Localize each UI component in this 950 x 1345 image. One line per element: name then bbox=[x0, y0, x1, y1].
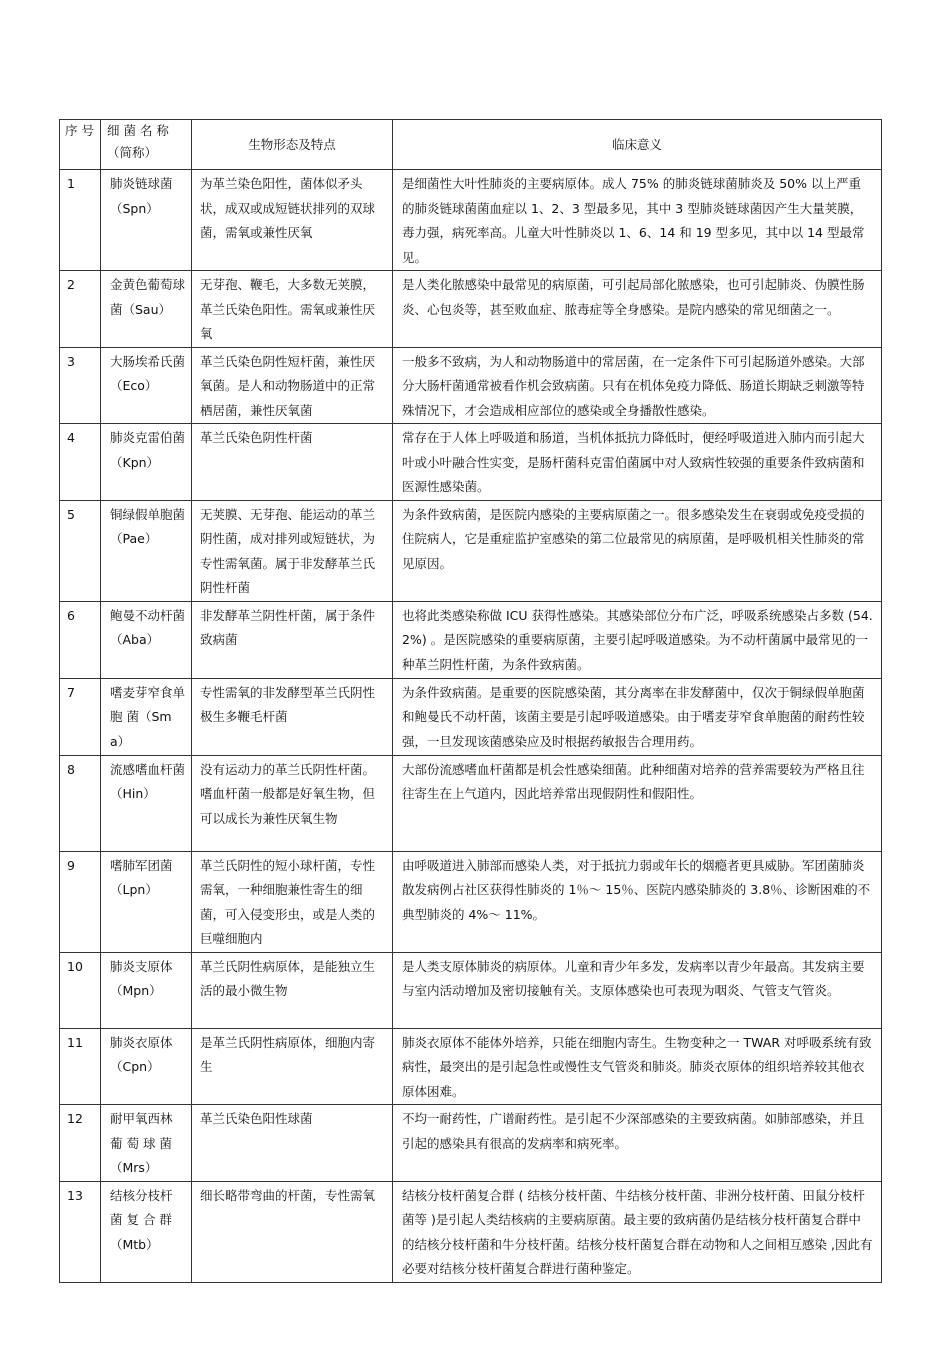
clinical-significance: 是细菌性大叶性肺炎的主要病原体。成人 75% 的肺炎链球菌肺炎及 50% 以上严重的肺炎链球菌菌血症以 1、2、3 型最多见，其中 3 型肺炎链球菌因产生大量荚膜，毒力强，病死率高。儿童大叶性肺炎以 1、6、14 和 19 型多见，其中以 14 型最常见。 bbox=[393, 170, 882, 271]
bacteria-table bbox=[59, 119, 882, 1283]
table-row bbox=[60, 1181, 882, 1282]
bacteria-name: 肺炎链球菌（Spn） bbox=[101, 170, 192, 271]
row-index: 2 bbox=[60, 271, 101, 348]
row-index: 12 bbox=[60, 1105, 101, 1182]
row-index: 8 bbox=[60, 755, 101, 851]
morphology-text: 革兰氏阴性病原体，是能独立生活的最小微生物 bbox=[192, 952, 393, 1028]
row-index: 13 bbox=[60, 1181, 101, 1282]
clinical-significance: 是人类化脓感染中最常见的病原菌，可引起局部化脓感染，也可引起肺炎、伪膜性肠炎、心包炎等，甚至败血症、脓毒症等全身感染。是院内感染的常见细菌之一。 bbox=[393, 271, 882, 348]
table-row bbox=[60, 271, 882, 348]
header-index: 序 号 bbox=[60, 120, 101, 170]
bacteria-name: 嗜麦芽窄食单 胞 菌（Sma） bbox=[101, 678, 192, 755]
table-row bbox=[60, 755, 882, 851]
clinical-significance: 不均一耐药性，广谱耐药性。是引起不少深部感染的主要致病菌。如肺部感染，并且引起的感染具有很高的发病率和病死率。 bbox=[393, 1105, 882, 1182]
table-row bbox=[60, 500, 882, 601]
row-index: 3 bbox=[60, 347, 101, 424]
clinical-significance: 为条件致病菌。是重要的医院感染菌，其分离率在非发酵菌中，仅次于铜绿假单胞菌和鲍曼氏不动杆菌，该菌主要是引起呼吸道感染。由于嗜麦芽窄食单胞菌的耐药性较强，一旦发现该菌感染应及时根据药敏报告合理用药。 bbox=[393, 678, 882, 755]
clinical-significance: 肺炎衣原体不能体外培养，只能在细胞内寄生。生物变种之一 TWAR 对呼吸系统有致病性，最突出的是引起急性或慢性支气管炎和肺炎。肺炎衣原体的组织培养较其他衣原体困难。 bbox=[393, 1028, 882, 1105]
row-index: 1 bbox=[60, 170, 101, 271]
header-morphology: 生物形态及特点 bbox=[192, 120, 393, 170]
table-row bbox=[60, 851, 882, 952]
header-name: 细 菌 名 称 （简称） bbox=[101, 120, 192, 170]
morphology-text: 非发酵革兰阴性杆菌，属于条件致病菌 bbox=[192, 601, 393, 678]
bacteria-name: 肺炎克雷伯菌（Kpn） bbox=[101, 424, 192, 501]
row-index: 7 bbox=[60, 678, 101, 755]
morphology-text: 没有运动力的革兰氏阴性杆菌。嗜血杆菌一般都是好氧生物，但可以成长为兼性厌氧生物 bbox=[192, 755, 393, 851]
morphology-text: 为革兰染色阳性，菌体似矛头状，成双或成短链状排列的双球菌，需氧或兼性厌氧 bbox=[192, 170, 393, 271]
bacteria-name: 嗜肺军团菌（Lpn） bbox=[101, 851, 192, 952]
clinical-significance: 常存在于人体上呼吸道和肠道，当机体抵抗力降低时，便经呼吸道进入肺内而引起大叶或小叶融合性实变，是肠杆菌科克雷伯菌属中对人致病性较强的重要条件致病菌和医源性感染菌。 bbox=[393, 424, 882, 501]
clinical-significance: 一般多不致病，为人和动物肠道中的常居菌，在一定条件下可引起肠道外感染。大部分大肠杆菌通常被看作机会致病菌。只有在机体免疫力降低、肠道长期缺乏刺激等特殊情况下，才会造成相应部位的感染或全身播散性感染。 bbox=[393, 347, 882, 424]
table-row bbox=[60, 424, 882, 501]
morphology-text: 无荚膜、无芽孢、能运动的革兰阴性菌，成对排列或短链状，为专性需氧菌。属于非发酵革兰氏阴性杆菌 bbox=[192, 500, 393, 601]
table-row bbox=[60, 1105, 882, 1182]
row-index: 11 bbox=[60, 1028, 101, 1105]
morphology-text: 是革兰氏阴性病原体，细胞内寄生 bbox=[192, 1028, 393, 1105]
bacteria-name: 大肠埃希氏菌（Eco） bbox=[101, 347, 192, 424]
row-index: 4 bbox=[60, 424, 101, 501]
morphology-text: 革兰氏染色阴性杆菌 bbox=[192, 424, 393, 501]
bacteria-name: 鲍曼不动杆菌（Aba） bbox=[101, 601, 192, 678]
bacteria-name: 肺炎衣原体（Cpn） bbox=[101, 1028, 192, 1105]
clinical-significance: 也将此类感染称做 ICU 获得性感染。其感染部位分布广泛，呼吸系统感染占多数 (54.2%) 。是医院感染的重要病原菌，主要引起呼吸道感染。为不动杆菌属中最常见的一种革兰阴性杆菌，为条件致病菌。 bbox=[393, 601, 882, 678]
morphology-text: 革兰氏阴性的短小球杆菌，专性需氧，一种细胞兼性寄生的细菌，可入侵变形虫，或是人类的巨噬细胞内 bbox=[192, 851, 393, 952]
table-header-row bbox=[60, 120, 882, 170]
clinical-significance: 结核分枝杆菌复合群 ( 结核分枝杆菌、牛结核分枝杆菌、非洲分枝杆菌、田鼠分枝杆菌等 )是引起人类结核病的主要病原菌。最主要的致病菌仍是结核分枝杆菌复合群中的结核分枝杆菌和牛分枝杆菌。结核分枝杆菌复合群在动物和人之间相互感染 ,因此有必要对结核分枝杆菌复合群进行菌种鉴定。 bbox=[393, 1181, 882, 1282]
table-row bbox=[60, 347, 882, 424]
clinical-significance: 为条件致病菌，是医院内感染的主要病原菌之一。很多感染发生在衰弱或免疫受损的住院病人，它是重症监护室感染的第二位最常见的病原菌，是呼吸机相关性肺炎的常见原因。 bbox=[393, 500, 882, 601]
morphology-text: 革兰氏染色阳性球菌 bbox=[192, 1105, 393, 1182]
bacteria-name: 铜绿假单胞菌（Pae） bbox=[101, 500, 192, 601]
table-row bbox=[60, 601, 882, 678]
bacteria-name: 流感嗜血杆菌（Hin） bbox=[101, 755, 192, 851]
morphology-text: 细长略带弯曲的杆菌，专性需氧 bbox=[192, 1181, 393, 1282]
bacteria-name: 耐甲氧西林 葡 萄 球 菌（Mrs） bbox=[101, 1105, 192, 1182]
bacteria-name: 肺炎支原体（Mpn） bbox=[101, 952, 192, 1028]
row-index: 9 bbox=[60, 851, 101, 952]
clinical-significance: 是人类支原体肺炎的病原体。儿童和青少年多发，发病率以青少年最高。其发病主要与室内活动增加及密切接触有关。支原体感染也可表现为咽炎、气管支气管炎。 bbox=[393, 952, 882, 1028]
row-index: 5 bbox=[60, 500, 101, 601]
morphology-text: 革兰氏染色阴性短杆菌，兼性厌氧菌。是人和动物肠道中的正常栖居菌，兼性厌氧菌 bbox=[192, 347, 393, 424]
header-clinical: 临床意义 bbox=[393, 120, 882, 170]
clinical-significance: 大部份流感嗜血杆菌都是机会性感染细菌。此种细菌对培养的营养需要较为严格且往往寄生在上气道内，因此培养常出现假阴性和假阳性。 bbox=[393, 755, 882, 851]
bacteria-name: 金黄色葡萄球菌（Sau） bbox=[101, 271, 192, 348]
bacteria-name: 结核分枝杆 菌 复 合 群（Mtb） bbox=[101, 1181, 192, 1282]
table-row bbox=[60, 170, 882, 271]
clinical-significance: 由呼吸道进入肺部而感染人类，对于抵抗力弱或年长的烟瘾者更具威胁。军团菌肺炎散发病例占社区获得性肺炎的 1％～ 15％、医院内感染肺炎的 3.8％、诊断困难的不典型肺炎的 4%～ 11%。 bbox=[393, 851, 882, 952]
row-index: 10 bbox=[60, 952, 101, 1028]
table-row bbox=[60, 1028, 882, 1105]
table-row bbox=[60, 678, 882, 755]
morphology-text: 无芽孢、鞭毛，大多数无荚膜，革兰氏染色阳性。需氧或兼性厌氧 bbox=[192, 271, 393, 348]
morphology-text: 专性需氧的非发酵型革兰氏阴性极生多鞭毛杆菌 bbox=[192, 678, 393, 755]
table-row bbox=[60, 952, 882, 1028]
row-index: 6 bbox=[60, 601, 101, 678]
